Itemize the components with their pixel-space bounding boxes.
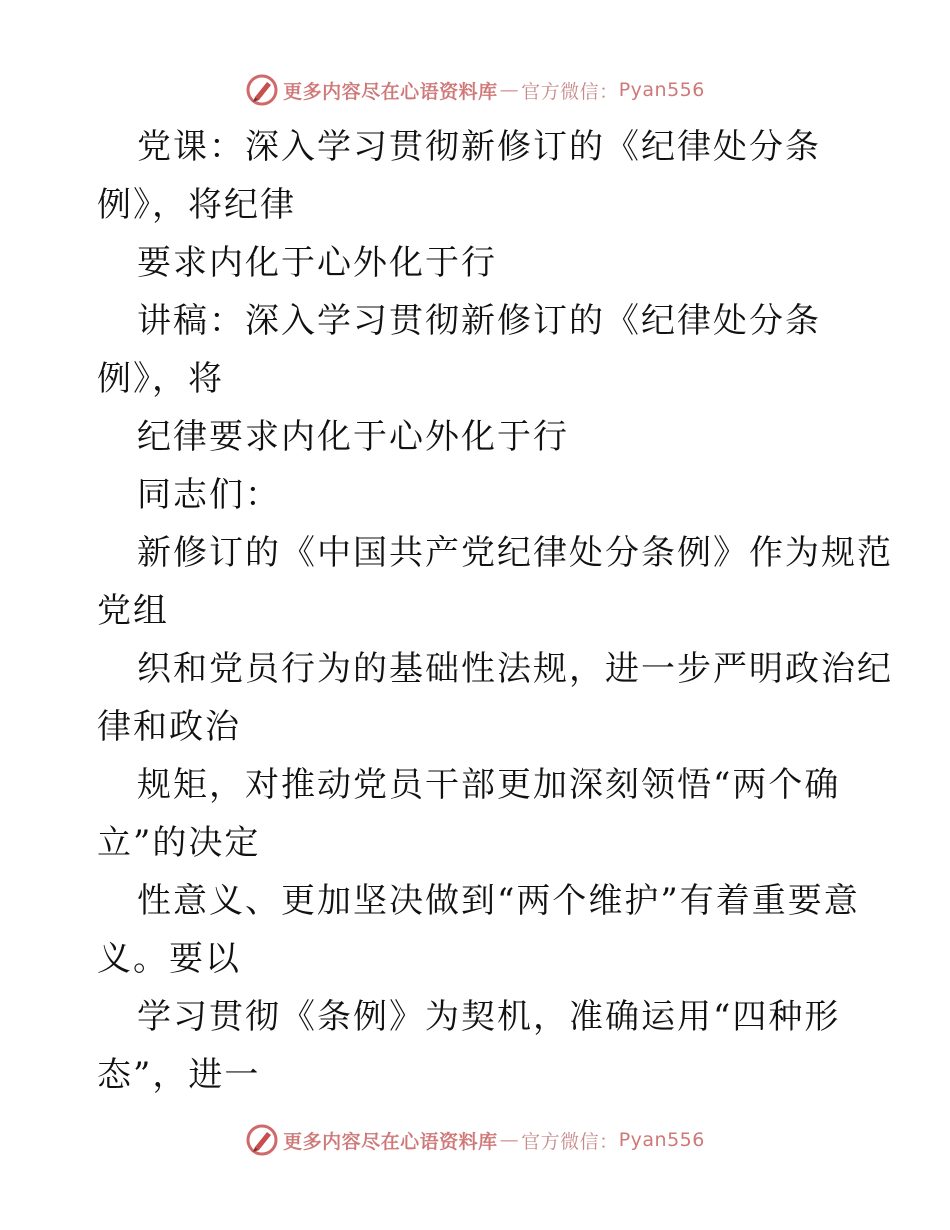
text-line: 例》，将纪律 <box>97 185 296 225</box>
text-line: 性意义、更加坚决做到“两个维护”有着重要意 <box>137 881 860 921</box>
watermark-label: 官方微信： <box>521 1130 619 1153</box>
watermark-dash: — <box>499 79 520 101</box>
watermark-brand: 更多内容尽在心语资料库 <box>283 1130 498 1153</box>
text-line: 态”，进一 <box>97 1055 261 1095</box>
text-line: 纪律要求内化于心外化于行 <box>137 417 569 457</box>
text-line: 例》，将 <box>97 359 224 399</box>
text-line: 立”的决定 <box>97 823 261 863</box>
header-watermark <box>0 70 950 110</box>
watermark-dash: — <box>499 1129 520 1151</box>
text-line: 织和党员行为的基础性法规，进一步严明政治纪 <box>137 649 893 689</box>
pen-logo-icon <box>245 1123 279 1157</box>
document-body <box>97 118 893 1104</box>
pen-logo-icon <box>245 73 279 107</box>
watermark-label: 官方微信： <box>521 80 619 103</box>
salutation: 同志们： <box>137 475 281 515</box>
text-line: 义。要以 <box>97 939 241 979</box>
text-line: 要求内化于心外化于行 <box>137 243 497 283</box>
text-line: 学习贯彻《条例》为契机，准确运用“四种形 <box>137 997 841 1037</box>
text-line: 新修订的《中国共产党纪律处分条例》作为规范 <box>137 533 893 573</box>
text-line: 律和政治 <box>97 707 241 747</box>
watermark-brand: 更多内容尽在心语资料库 <box>283 80 498 103</box>
text-line: 讲稿：深入学习贯彻新修订的《纪律处分条 <box>137 301 821 341</box>
text-line: 党组 <box>97 591 169 631</box>
watermark-id: Pyan556 <box>618 79 705 101</box>
text-line: 规矩，对推动党员干部更加深刻领悟“两个确 <box>137 765 841 805</box>
footer-watermark <box>0 1120 950 1160</box>
watermark-id: Pyan556 <box>618 1129 705 1151</box>
text-line: 党课：深入学习贯彻新修订的《纪律处分条 <box>137 127 821 167</box>
